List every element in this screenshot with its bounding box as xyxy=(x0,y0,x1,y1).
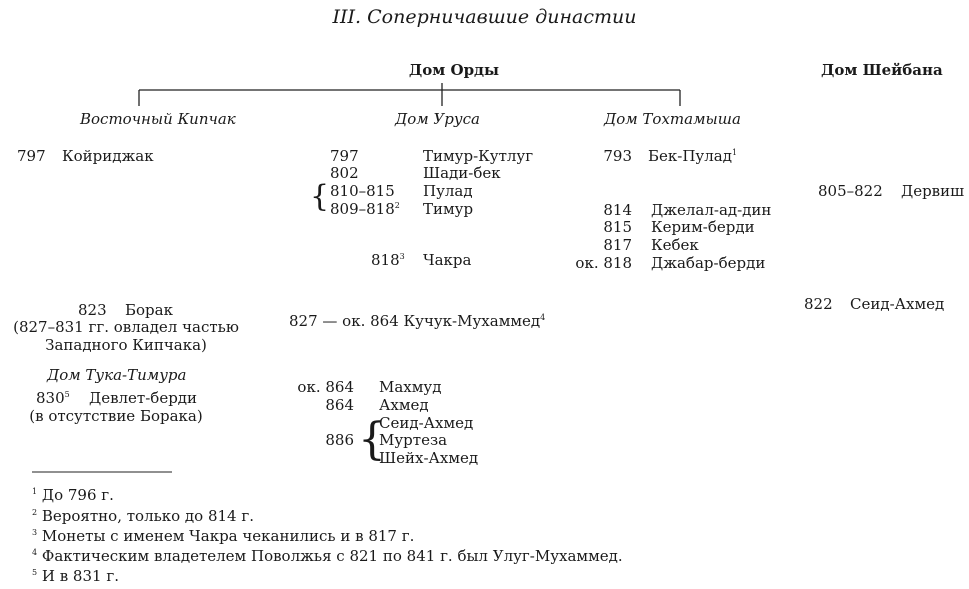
branch-tokhtamysh-heading: Дом Тохтамыша xyxy=(604,110,741,128)
tokhtamysh-year: 814 xyxy=(603,201,632,219)
borak-note-line2: Западного Кипчака) xyxy=(45,336,207,354)
sheiban-ruler: Сеид-Ахмед xyxy=(850,295,945,313)
urus-group-ruler: Шейх-Ахмед xyxy=(379,449,479,467)
urus-group-year: 886 xyxy=(325,431,354,449)
footnote: $^2$ Вероятно, только до 814 г. xyxy=(32,507,254,525)
branch-urus-heading: Дом Уруса xyxy=(395,110,480,128)
house-orda-heading: Дом Орды xyxy=(408,61,500,79)
tuka-timur-ruler: Девлет-берди xyxy=(89,389,198,407)
tokhtamysh-year: 817 xyxy=(603,236,632,254)
urus-ruler: Тимур xyxy=(423,200,474,218)
tokhtamysh-year: ок. 818 xyxy=(575,254,632,272)
house-sheiban-heading: Дом Шейбана xyxy=(821,61,943,79)
urus-year: $809-818^2$ xyxy=(330,200,400,218)
tuka-timur-note: (в отсутствие Борака) xyxy=(29,407,203,425)
east-kipchak-year: 797 xyxy=(17,147,46,165)
tuka-timur-year: $830^5$ xyxy=(36,389,70,407)
urus-later-year: 864 xyxy=(325,396,354,414)
tokhtamysh-ruler: Кебек xyxy=(651,236,699,254)
urus-year: 802 xyxy=(330,164,359,182)
sheiban-year: 805–822 xyxy=(818,182,883,200)
urus-ruler: Шади-бек xyxy=(423,164,501,182)
tokhtamysh-ruler: Керим-берди xyxy=(651,218,755,236)
footnote: $^5$ И в 831 г. xyxy=(32,567,119,585)
borak-name: Борак xyxy=(125,301,173,319)
urus-ruler: Чакра xyxy=(423,251,472,269)
kuchuk-muhammed-entry: 827 — ок. 864 Кучук-Мухаммед$^4$ xyxy=(289,312,546,330)
borak-note-line1: (827–831 гг. овладел частью xyxy=(13,318,239,336)
urus-group-ruler: Муртеза xyxy=(379,431,448,449)
urus-ruler: Пулад xyxy=(423,182,473,200)
sheiban-ruler: Дервиш xyxy=(901,182,965,200)
tokhtamysh-year: 815 xyxy=(603,218,632,236)
urus-year: 797 xyxy=(330,147,359,165)
footnote: $^4$ Фактическим владетелем Поволжья с 821 по 841 г. был Улуг-Мухаммед. xyxy=(32,547,623,565)
urus-year: 810–815 xyxy=(330,182,395,200)
tokhtamysh-ruler: Бек-Пулад$^1$ xyxy=(648,147,738,165)
tokhtamysh-year: 793 xyxy=(603,147,632,165)
urus-group-ruler: Сеид-Ахмед xyxy=(379,414,474,432)
east-kipchak-ruler: Койриджак xyxy=(62,147,154,165)
branch-tuka-timur-heading: Дом Тука-Тимура xyxy=(47,366,187,384)
tokhtamysh-ruler: Джабар-берди xyxy=(651,254,766,272)
sheiban-year: 822 xyxy=(804,295,833,313)
urus-later-ruler: Махмуд xyxy=(379,378,442,396)
borak-year: 823 xyxy=(78,301,107,319)
tokhtamysh-ruler: Джелал-ад-дин xyxy=(651,201,772,219)
urus-ruler: Тимур-Кутлуг xyxy=(423,147,534,165)
urus-later-ruler: Ахмед xyxy=(379,396,429,414)
footnote: $^3$ Монеты с именем Чакра чеканились и в 817 г. xyxy=(32,527,415,545)
page-title: III. Соперничавшие династии xyxy=(332,6,637,28)
urus-year: $818^3$ xyxy=(371,251,405,269)
urus-group-brace: { xyxy=(358,414,386,465)
footnote: $^1$ До 796 г. xyxy=(32,486,114,504)
urus-brace: { xyxy=(310,179,330,214)
urus-later-year: ок. 864 xyxy=(297,378,354,396)
branch-east-kipchak-heading: Восточный Кипчак xyxy=(80,110,236,128)
